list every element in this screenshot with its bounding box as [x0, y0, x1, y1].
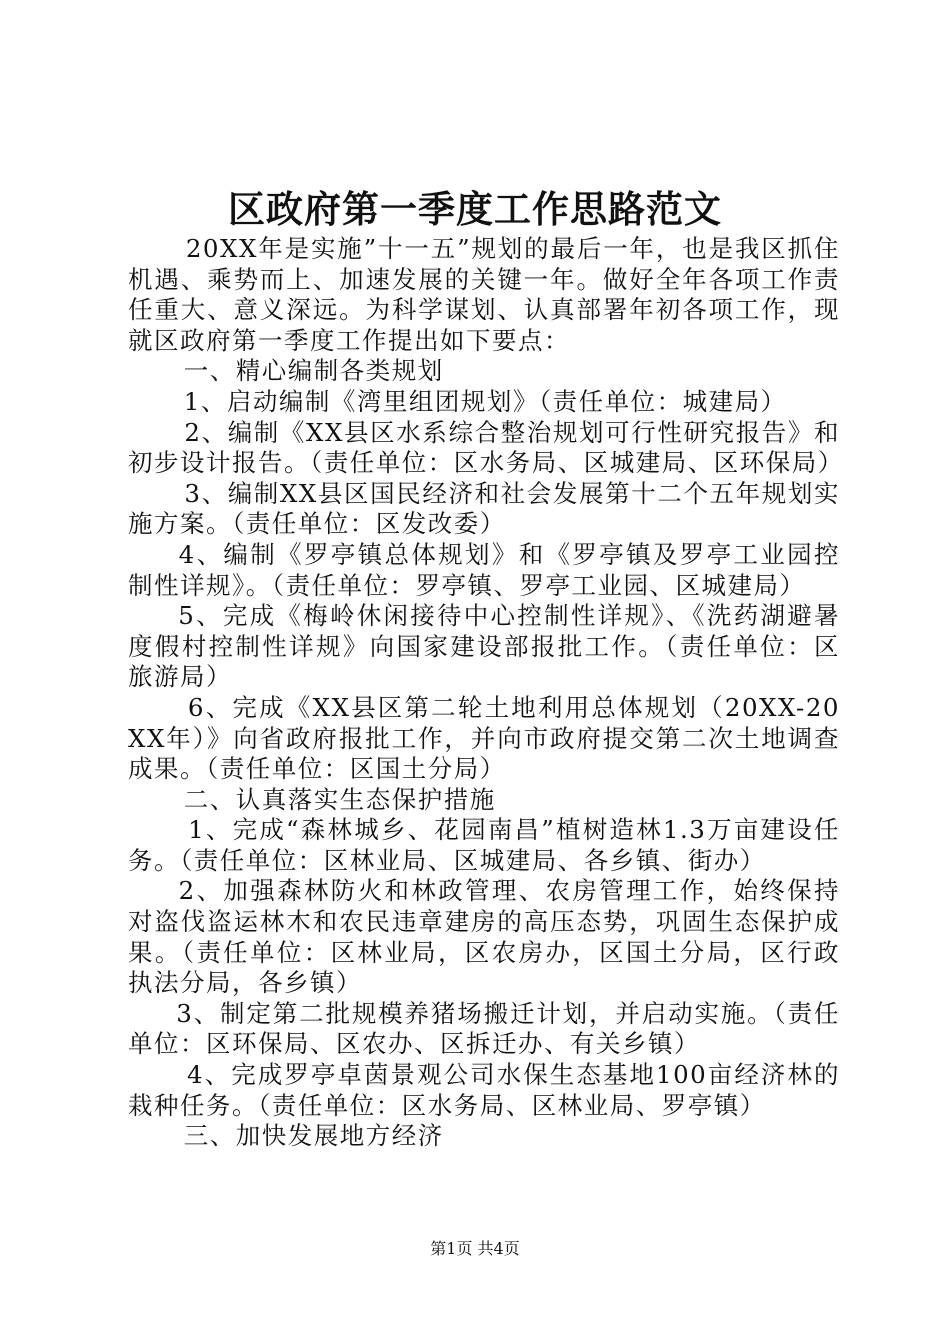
paragraph: 3、编制XX县区国民经济和社会发展第十二个五年规划实施方案。（责任单位：区发改委） — [128, 478, 840, 539]
paragraph: 1、启动编制《湾里组团规划》（责任单位：城建局） — [128, 386, 787, 416]
paragraph: 20XX年是实施”十一五”规划的最后一年，也是我区抓住机遇、乘势而上、加速发展的关键一年。做好全年各项工作责任重大、意义深远。为科学谋划、认真部署年初各项工作，现就区政府第一季度工作提出如下要点： — [128, 234, 841, 355]
paragraph: 2、加强森林防火和林政管理、农房管理工作，始终保持对盗伐盗运林木和农民违章建房的高压态势，巩固生态保护成果。（责任单位：区林业局，区农房办，区国土分局，区行政执法分局，各乡镇） — [128, 876, 840, 998]
paragraph: 2、编制《XX县区水系综合整治规划可行性研究报告》和初步设计报告。（责任单位：区水务局、区城建局、区环保局） — [128, 417, 844, 478]
paragraph: 6、完成《XX县区第二轮土地利用总体规划（20XX-20XX年）》向省政府报批工作，并向市政府提交第二次土地调查成果。（责任单位：区国土分局） — [128, 692, 840, 784]
paragraph: 三、加快发展地方经济 — [128, 1121, 444, 1151]
document-body — [128, 234, 844, 1152]
paragraph: 1、完成“森林城乡、花园南昌”植树造林1.3万亩建设任务。（责任单位：区林业局、区城建局、各乡镇、街办） — [128, 815, 840, 875]
paragraph: 二、认真落实生态保护措施 — [128, 784, 496, 814]
page-title: 区政府第一季度工作思路范文 — [228, 187, 722, 231]
paragraph: 4、完成罗亭卓茵景观公司水保生态基地100亩经济林的栽种任务。（责任单位：区水务局、区林业局、罗亭镇） — [128, 1060, 840, 1120]
page-footer: 第1页 共4页 — [430, 1239, 520, 1258]
paragraph: 4、编制《罗亭镇总体规划》和《罗亭镇及罗亭工业园控制性详规》。（责任单位：罗亭镇、罗亭工业园、区城建局） — [128, 539, 840, 600]
paragraph: 3、制定第二批规模养猪场搬迁计划，并启动实施。（责任单位：区环保局、区农办、区拆迁办、有关乡镇） — [128, 998, 840, 1059]
paragraph: 5、完成《梅岭休闲接待中心控制性详规》、《洗药湖避暑度假村控制性详规》向国家建设部报批工作。（责任单位：区旅游局） — [128, 601, 840, 692]
paragraph: 一、精心编制各类规划 — [128, 356, 444, 386]
